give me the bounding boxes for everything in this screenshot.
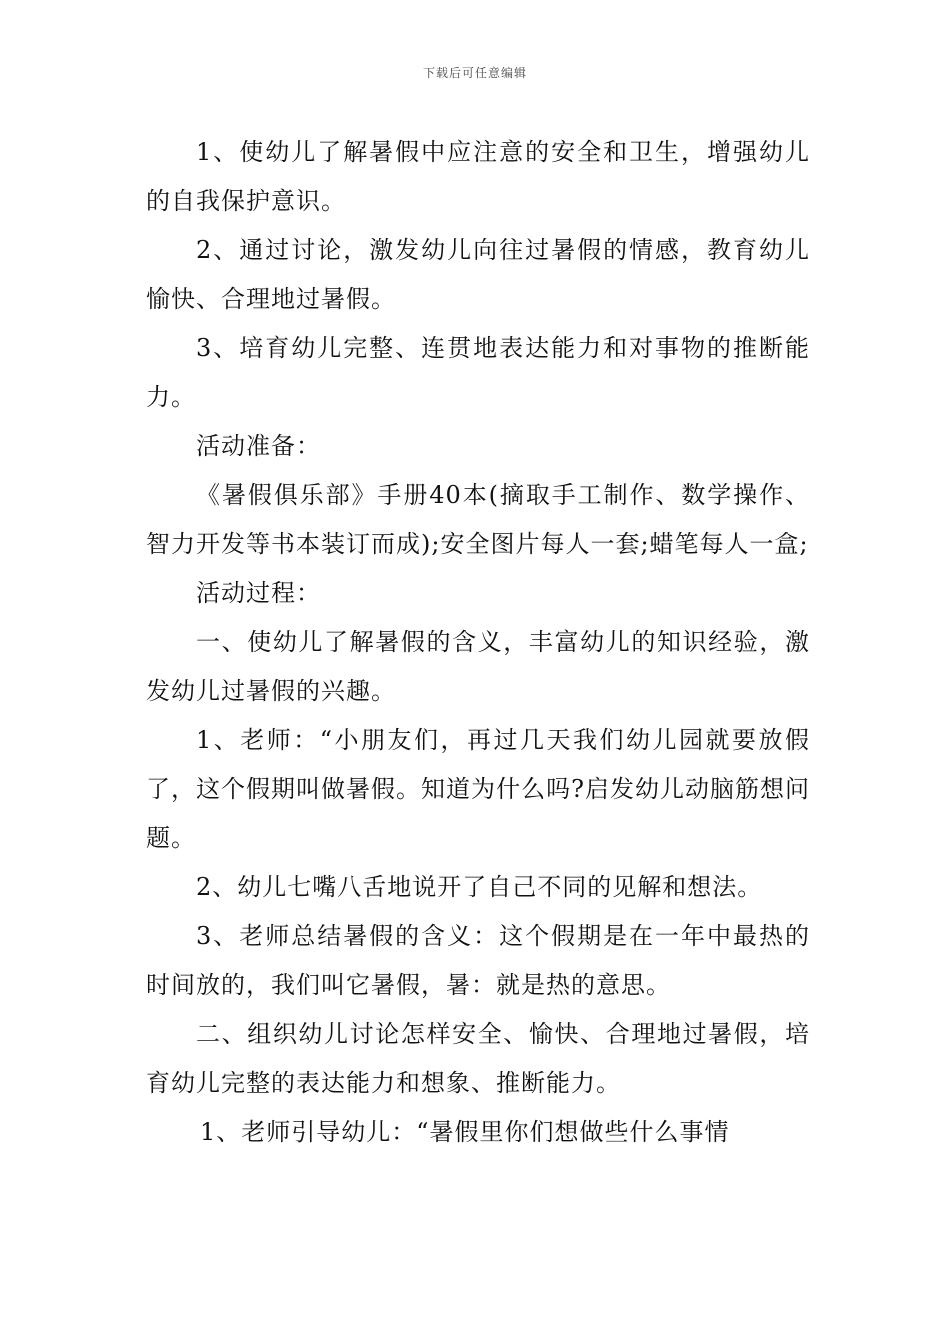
objective-2: 2、通过讨论，激发幼儿向往过暑假的情感，教育幼儿愉快、合理地过暑假。 <box>146 236 810 313</box>
preparation-heading: 活动准备： <box>196 432 321 460</box>
objective-3: 3、培育幼儿完整、连贯地表达能力和对事物的推断能力。 <box>146 334 810 411</box>
section-two-step-1: 1、老师引导幼儿：“暑假里你们想做些什么事情 <box>200 1118 730 1146</box>
section-two: 二、组织幼儿讨论怎样安全、愉快、合理地过暑假，培育幼儿完整的表达能力和想象、推断能力。 <box>146 1020 810 1097</box>
section-one: 一、使幼儿了解暑假的含义，丰富幼儿的知识经验，激发幼儿过暑假的兴趣。 <box>146 628 810 705</box>
page-header-note: 下载后可任意编辑 <box>422 66 527 80</box>
process-heading: 活动过程： <box>196 579 321 607</box>
section-one-step-1: 1、老师：“小朋友们，再过几天我们幼儿园就要放假了，这个假期叫做暑假。知道为什么吗?启发幼儿动脑筋想问题。 <box>146 726 810 852</box>
document-body <box>146 128 810 1157</box>
section-one-step-2: 2、幼儿七嘴八舌地说开了自己不同的见解和想法。 <box>196 873 763 901</box>
section-one-step-3: 3、老师总结暑假的含义：这个假期是在一年中最热的时间放的，我们叫它暑假，暑：就是热的意思。 <box>146 922 810 999</box>
preparation-text: 《暑假俱乐部》手册40本(摘取手工制作、数学操作、智力开发等书本装订而成);安全图片每人一套;蜡笔每人一盒; <box>146 481 810 558</box>
objective-1: 1、使幼儿了解暑假中应注意的安全和卫生，增强幼儿的自我保护意识。 <box>146 138 810 215</box>
